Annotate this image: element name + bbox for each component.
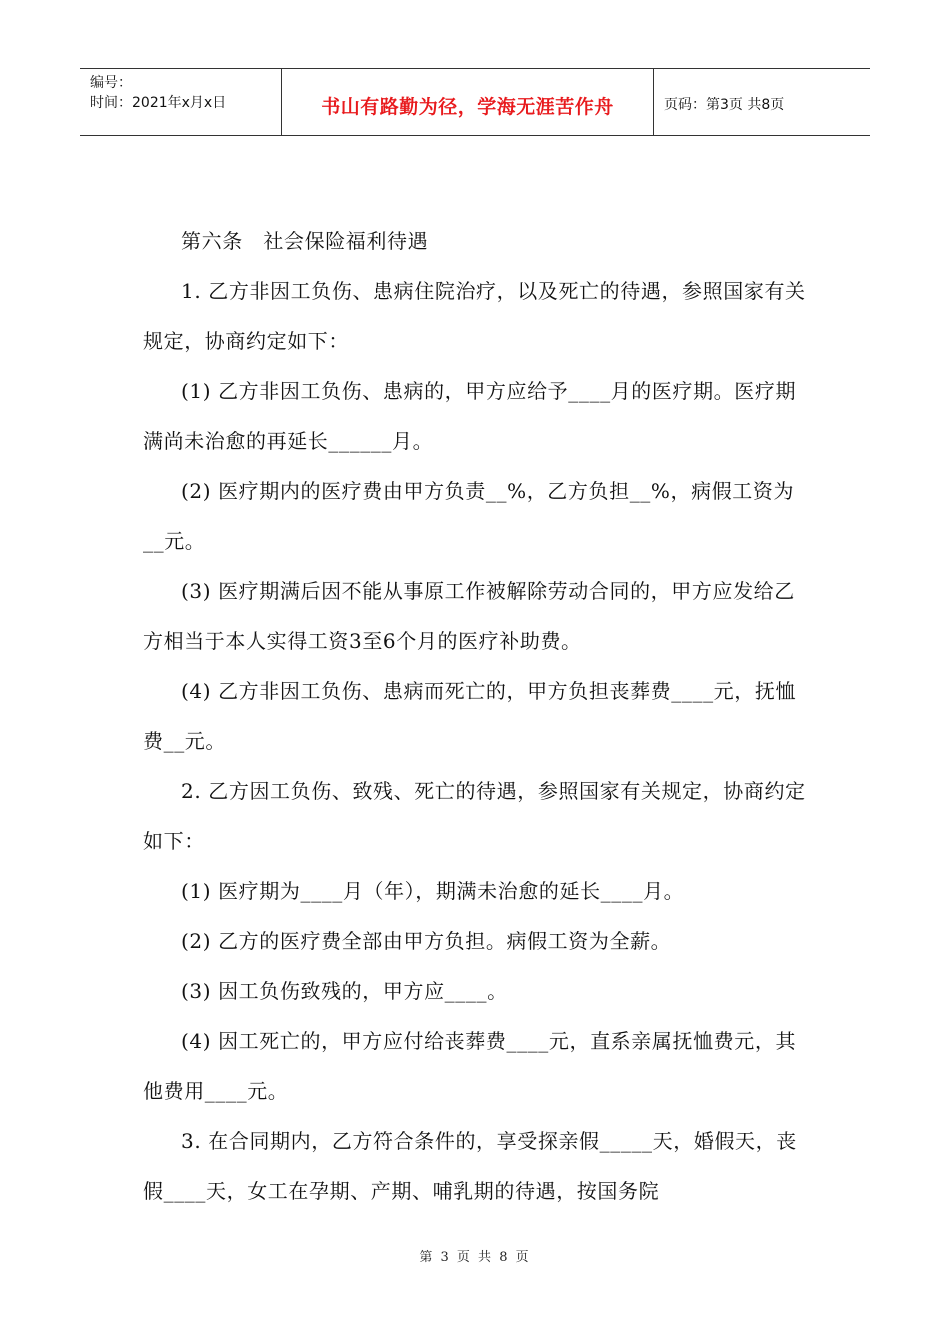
header-motto: 书山有路勤为径，学海无涯苦作舟 <box>282 69 654 135</box>
article-heading: 第六条 社会保险福利待遇 <box>181 229 429 253</box>
document-number-label: 编号： <box>90 75 132 91</box>
document-body <box>143 216 813 1216</box>
page-footer: 第 3 页 共 8 页 <box>419 1250 531 1265</box>
header-page-number: 页码：第3页 共8页 <box>664 97 785 113</box>
paragraph: (3) 医疗期满后因不能从事原工作被解除劳动合同的，甲方应发给乙方相当于本人实得工资3至6个月的医疗补助费。 <box>143 579 795 653</box>
paragraph: (2) 医疗期内的医疗费由甲方负责__%，乙方负担__%，病假工资为__元。 <box>143 479 795 553</box>
paragraph: (4) 乙方非因工负伤、患病而死亡的，甲方负担丧葬费____元，抚恤费__元。 <box>143 679 797 753</box>
page-header <box>80 68 870 136</box>
paragraph: (4) 因工死亡的，甲方应付给丧葬费____元，直系亲属抚恤费元，其他费用____元。 <box>143 1029 797 1103</box>
document-date-label: 时间：2021年x月x日 <box>90 95 227 111</box>
paragraph: (3) 因工负伤致残的，甲方应____。 <box>181 979 508 1003</box>
paragraph: 2. 乙方因工负伤、致残、死亡的待遇，参照国家有关规定，协商约定如下： <box>143 779 806 853</box>
paragraph: (2) 乙方的医疗费全部由甲方负担。病假工资为全薪。 <box>181 929 672 953</box>
paragraph: 3. 在合同期内，乙方符合条件的，享受探亲假_____天，婚假天，丧假____天，女工在孕期、产期、哺乳期的待遇，按国务院 <box>143 1129 797 1203</box>
paragraph: 1. 乙方非因工负伤、患病住院治疗，以及死亡的待遇，参照国家有关规定，协商约定如下： <box>143 279 806 353</box>
paragraph: (1) 乙方非因工负伤、患病的，甲方应给予____月的医疗期。医疗期满尚未治愈的再延长______月。 <box>143 379 797 453</box>
header-meta <box>80 69 282 135</box>
paragraph: (1) 医疗期为____月（年），期满未治愈的延长____月。 <box>181 879 685 903</box>
